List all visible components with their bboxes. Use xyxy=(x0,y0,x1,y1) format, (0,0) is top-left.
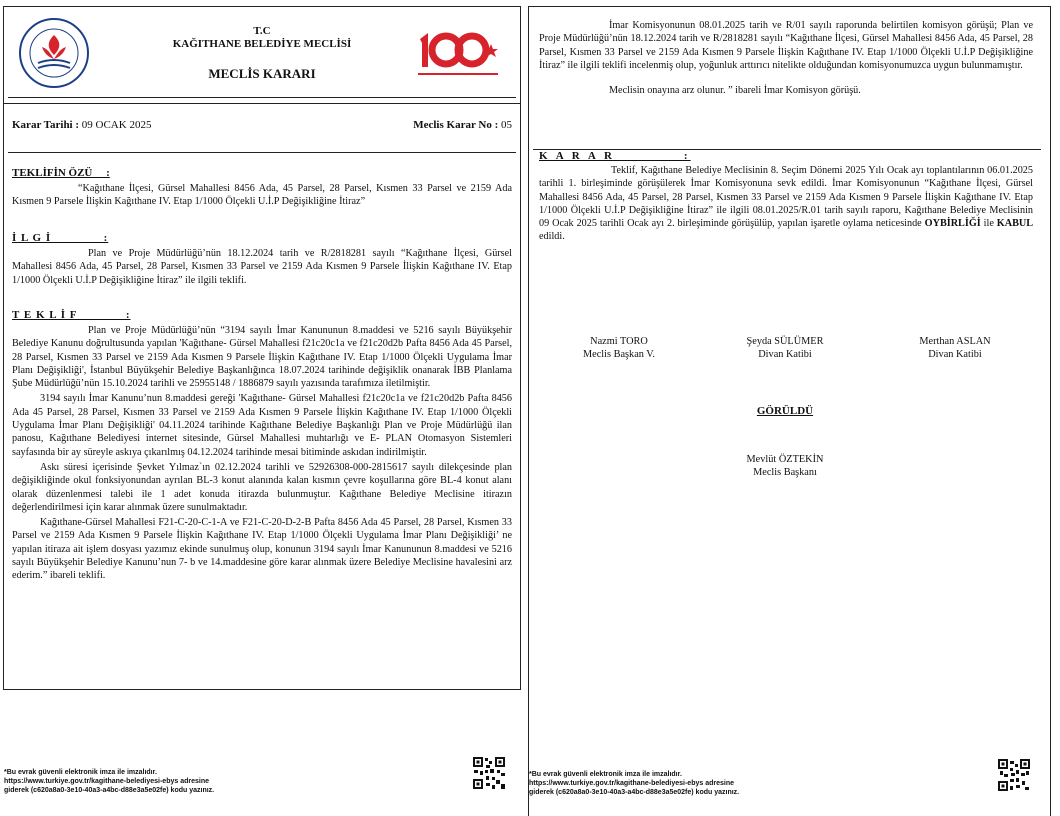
karar-text xyxy=(539,164,1033,246)
commission-paragraph-2: Meclisin onayına arz olunur. ” ibareli İmar Komisyon görüşü. xyxy=(609,85,861,97)
document-title: MECLİS KARARI xyxy=(208,66,316,81)
ilgi-text xyxy=(12,247,512,289)
ozu-paragraph: “Kağıthane İlçesi, Gürsel Mahallesi 8456 Ada, 45 Parsel, 28 Parsel, Kısmen 33 Parsel ve 2159 Ada Kısmen 9 Parsele İlişkin Kağıthane IV. Etap 1/1000 Ölçekli U.İ.P Değişikliğine İtiraz” xyxy=(12,183,512,208)
document-header xyxy=(4,7,520,104)
signature-block xyxy=(559,335,679,361)
qr-code-icon xyxy=(997,758,1031,792)
date-value: 09 OCAK 2025 xyxy=(81,119,152,131)
unanimous-label: OYBİRLİĞİ xyxy=(924,218,981,230)
footer-line-3: giderek (c620a8a0-3e10-40a3-a4bc-d88e3a5e02fe) kodu yazınız. xyxy=(4,787,215,794)
signatory-name: Nazmi TORO xyxy=(590,336,648,347)
teklif-paragraph-4: Kağıthane-Gürsel Mahallesi F21-C-20-C-1-A ve F21-C-20-D-2-B Pafta 8456 Ada 45 Parsel, 28 Parsel, Kısmen 33 Parsel ve 2159 Ada Kısmen 9 Parsele İlişkin Kağıthane IV. Etap 1/1000 Ölçekli Uygulama İmar Planı Değişikliği’ ne yapılan itiraza ait işlem dosyası yazımız ekinde sunulmuş olup, konunun 3194 sayılı İmar Kanununun 8.maddesi ve 5216 sayılı Büyükşehir Belediye Kanunu’nun 7- b ve 14.maddesine göre karar alınmak üzere Belediye Meclisine havalesini arz ederim.” ibareli teklifi. xyxy=(12,517,512,582)
ozu-heading: TEKLİFİN ÖZÜ : xyxy=(12,167,110,179)
ilgi-paragraph: Plan ve Proje Müdürlüğü’nün 18.12.2024 tarih ve R/2818281 sayılı “Kağıthane İlçesi, Gürsel Mahallesi 8456 Ada, 45 Parsel, 28 Parsel, Kısmen 33 Parsel ve 2159 Ada Kısmen 9 Parsele İlişkin Kağıthane IV. Etap 1/1000 Ölçekli U.İ.P Değişikliğine İtiraz” ile ilgili teklifi. xyxy=(12,248,512,286)
number-value: 05 xyxy=(501,119,512,131)
signatory-title: Meclis Başkan V. xyxy=(583,349,655,360)
header-rule xyxy=(8,97,516,98)
commission-text xyxy=(539,19,1033,99)
approval-signature xyxy=(715,453,855,479)
e-signature-note xyxy=(529,770,739,797)
decision-number xyxy=(413,119,512,131)
approval-heading: GÖRÜLDÜ xyxy=(756,405,814,417)
e-signature-note xyxy=(4,768,214,795)
footer-line-3: giderek (c620a8a0-3e10-40a3-a4bc-d88e3a5e02fe) kodu yazınız. xyxy=(529,789,740,796)
teklif-heading: T E K L İ F : xyxy=(12,309,131,321)
karar-heading: K A R A R : xyxy=(539,150,691,162)
centennial-100-logo-icon xyxy=(412,27,504,81)
date-label: Karar Tarihi : xyxy=(12,119,80,131)
teklif-paragraph-3: Askı süresi içerisinde Şevket Yılmaz`ın 02.12.2024 tarihli ve 52926308-000-2815617 sayılı dilekçesinde plan değişikliğinde okul fonksiyonundan ayrılan BL-3 konut alanında kalan kısmın çevre koşullarına göre BL-4 konut alanı olarak düzenlenmesi talebi ile 1 adet konuda itirazda bulunmuştur. Kağıthane Belediye Meclisine itirazın değerlendirilmesi için karar alınmak üzere sunulmaktadır. xyxy=(12,461,512,513)
signatory-name: Merthan ASLAN xyxy=(919,336,991,347)
divider xyxy=(8,152,516,153)
footer-line-1: *Bu evrak güvenli elektronik imza ile imzalıdır. xyxy=(4,769,157,776)
approver-name: Mevlüt ÖZTEKİN xyxy=(746,454,824,465)
number-label: Meclis Karar No : xyxy=(413,119,499,131)
karar-paragraph xyxy=(539,164,1033,244)
teklif-paragraph-1: Plan ve Proje Müdürlüğü’nün “3194 sayılı İmar Kanununun 8.maddesi ve 5216 sayılı Büyükşehir Belediye Kanunu doğrultusunda yapılan 'Kağıthane- Gürsel Mahallesi f21c20c1a ve f21c20d2b Pafta 8456 Ada 45 Parsel, 28 Parsel, Kısmen 33 Parsel ve 2159 Ada Kısmen 9 Parsele İlişkin Kağıthane IV. Etap 1/1000 Ölçekli Uygulama İmar Planı Değişikliği', İstanbul Büyükşehir Belediye Başkanlığınca 18.07.2024 tarihinde değişiklik onanarak İBB Planlama Şube Müdürlüğü’nün 15.10.2024 tarihli ve 25955148 / 1886879 sayılı yazısında tarafımıza iletilmiştir. xyxy=(12,325,512,390)
qr-code-icon xyxy=(472,756,506,790)
signature-block xyxy=(893,335,1017,361)
commission-paragraph-1: İmar Komisyonunun 08.01.2025 tarih ve R/01 sayılı raporunda belirtilen komisyon görüşü; Plan ve Proje Müdürlüğü’nün 18.12.2024 tarih ve R/2818281 sayılı “Kağıthane İlçesi, Gürsel Mahallesi 8456 Ada, 45 Parsel, 28 Parsel, Kısmen 33 Parsel ve 2159 Ada Kısmen 9 Parsele İlişkin Kağıthane IV. Etap 1/1000 Ölçekli U.İ.P Değişikliğine İtiraz” ile ilgili teklifi incelenmiş olup, yoğunluk arttırıcı nitelikte olduğundan komisyonumuzca uygun bulunmamıştır. xyxy=(539,20,1033,71)
ilgi-heading: İ L G İ : xyxy=(12,232,109,244)
signatory-title: Divan Katibi xyxy=(758,349,812,360)
karar-end: edildi. xyxy=(539,231,565,243)
signatory-title: Divan Katibi xyxy=(928,349,982,360)
karar-connector: ile xyxy=(983,218,994,230)
karar-body: Teklif, Kağıthane Belediye Meclisinin 8. Seçim Dönemi 2025 Yılı Ocak ayı toplantılarının 06.01.2025 tarihli 1. birleşiminde görüşülerek İmar Komisyonuna sevk edildi. İmar Komisyonunun “Kağıthane İlçesi, Gürsel Mahallesi 8456 Ada, 45 Parsel, 28 Parsel, Kısmen 33 Parsel ve 2159 Ada Kısmen 9 Parsele İlişkin Kağıthane IV. Etap 1/1000 Ölçekli U.İ.P Değişikliğine İtiraz” ile ilgili 08.01.2025/R.01 tarih sayılı raporu, Kağıthane Belediye Meclisinin 09 Ocak 2025 tarihli Ocak ayı 2. birleşiminde görüşülüp, yapılan işaretle oylama neticesinde xyxy=(539,165,1033,230)
header-council-name: KAĞITHANE BELEDİYE MECLİSİ xyxy=(172,38,352,50)
ozu-text xyxy=(12,182,512,211)
footer-line-1: *Bu evrak güvenli elektronik imza ile imzalıdır. xyxy=(529,771,682,778)
signatory-name: Şeyda SÜLÜMER xyxy=(746,336,824,347)
footer-line-2[interactable]: https://www.turkiye.gov.tr/kagithane-belediyesi-ebys adresine xyxy=(4,778,209,785)
teklif-paragraph-2: 3194 sayılı İmar Kanunu’nun 8.maddesi gereği 'Kağıthane- Gürsel Mahallesi f21c20c1a ve f21c20d2b Pafta 8456 Ada 45 Parsel, 28 Parsel, Kısmen 33 Parsel ve 2159 Ada Kısmen 9 Parsele İlişkin Kağıthane IV. Etap 1/1000 Ölçekli Uygulama İmar Planı Değişikliği' 04.11.2024 tarihinde Kağıthane Belediye Başkanlığı Plan ve Proje Müdürlüğü ilan panosu, Kağıthane Belediyesi internet sitesinde, Gürsel Mahallesi muhtarlığı ve E- PLAN Otomasyon Sistemleri sayfasında bir ay süreyle askıya çıkarılmış 04.12.2024 tarihinde mesai bitiminde askıdan indirilmiştir. xyxy=(12,393,512,458)
decision-meta xyxy=(12,119,512,133)
accepted-label: KABUL xyxy=(996,218,1034,230)
approver-title: Meclis Başkanı xyxy=(753,467,817,478)
header-tc: T.C xyxy=(253,25,271,37)
signature-block xyxy=(725,335,845,361)
teklif-text xyxy=(12,324,512,585)
left-page xyxy=(3,6,521,690)
right-page xyxy=(528,6,1051,816)
footer-line-2[interactable]: https://www.turkiye.gov.tr/kagithane-belediyesi-ebys adresine xyxy=(529,780,734,787)
